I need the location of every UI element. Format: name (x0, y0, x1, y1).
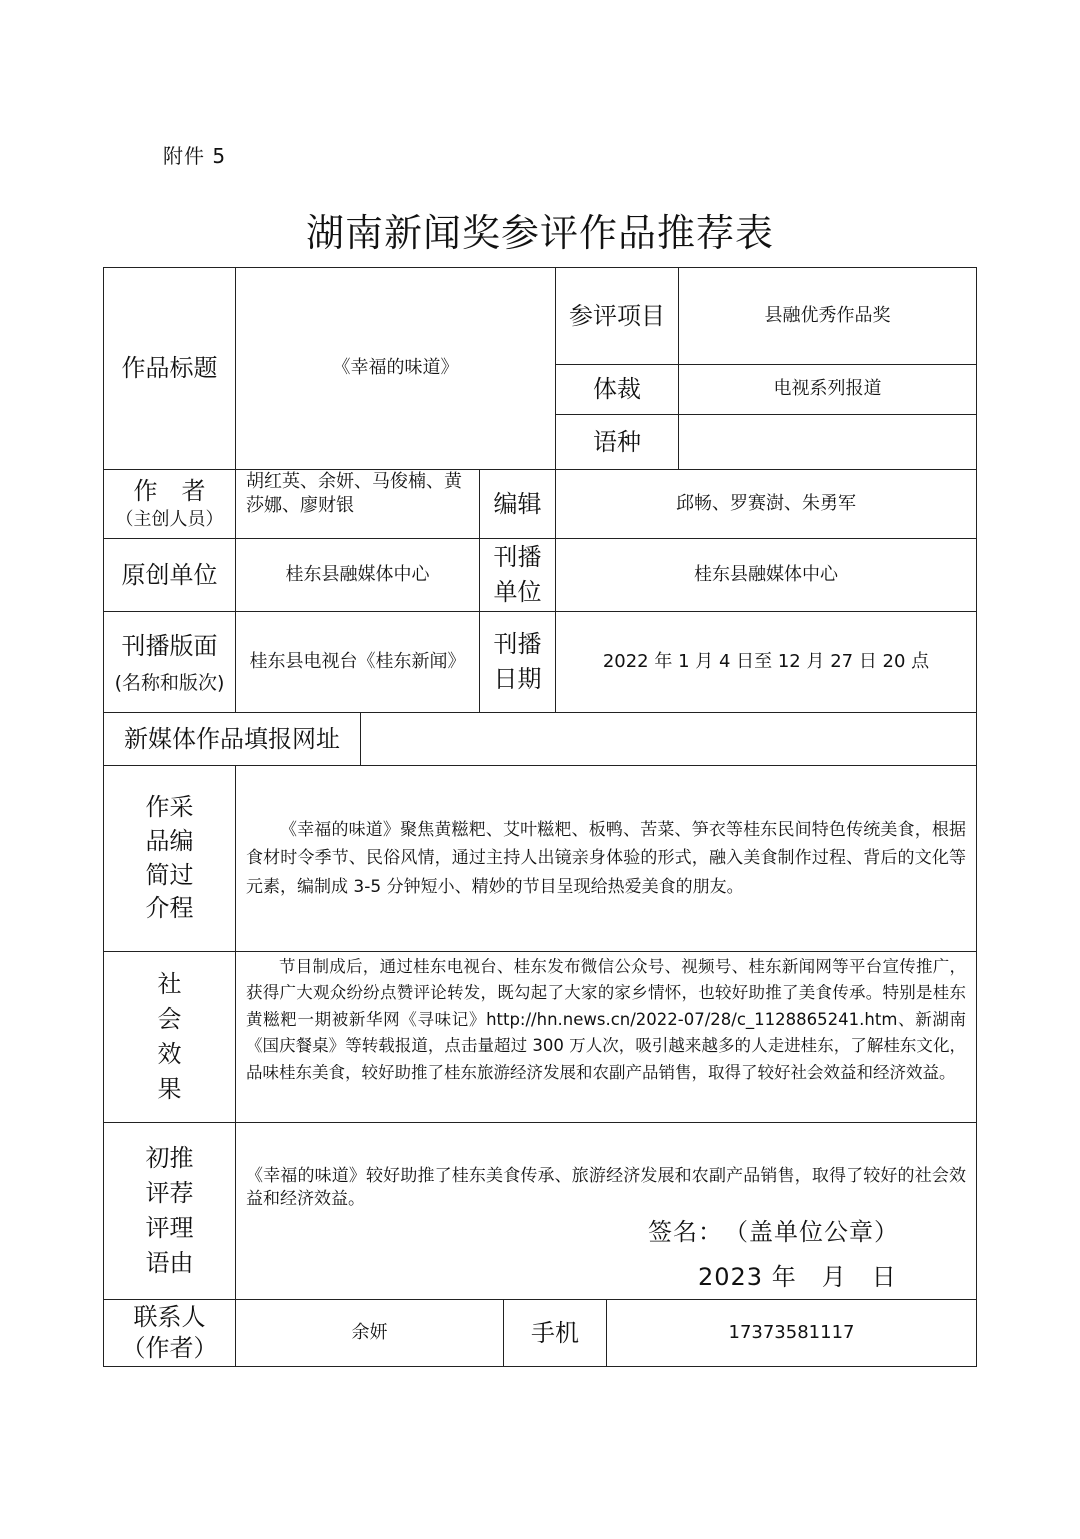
reason-text: 《幸福的味道》较好助推了桂东美食传承、旅游经济发展和农副产品销售，取得了较好的社会效益和经济效益。 (246, 1166, 966, 1209)
layout-value: 桂东县电视台《桂东新闻》 (249, 650, 466, 672)
form-title: 湖南新闻奖参评作品推荐表 (305, 211, 774, 255)
author-line-1: 胡红英、余妍、马俊楠、黄 (246, 471, 462, 492)
language-value-cell[interactable] (678, 414, 977, 470)
date-label-2: 日期 (493, 665, 542, 693)
signature-line: 签名： （盖单位公章） (648, 1218, 899, 1246)
newmedia-label-cell (103, 712, 361, 766)
editor-label: 编辑 (493, 489, 542, 518)
contact-value-cell (235, 1299, 504, 1367)
project-label-cell (555, 267, 679, 365)
date-value: 2022 年 1 月 4 日至 12 月 27 日 20 点 (602, 650, 930, 672)
publish-unit-value-cell (555, 538, 977, 612)
effect-label-line-4: 果 (157, 1074, 182, 1103)
intro-text-cell (235, 765, 977, 952)
genre-value-cell (678, 364, 977, 415)
language-label-cell (555, 414, 679, 470)
publish-unit-label-cell (479, 538, 556, 612)
effect-label-line-1: 社 (157, 970, 182, 999)
newmedia-label: 新媒体作品填报网址 (124, 724, 340, 753)
title-value-cell (235, 267, 556, 470)
contact-label-1: 联系人 (133, 1302, 206, 1331)
reason-text-wrap (236, 1123, 976, 1211)
effect-label-cell (103, 951, 236, 1123)
date-value-cell (555, 611, 977, 713)
publish-unit-label-1: 刊播 (493, 543, 542, 572)
intro-text-wrap (236, 816, 976, 902)
origin-unit-value: 桂东县融媒体中心 (285, 563, 430, 585)
title-label: 作品标题 (121, 354, 218, 383)
sign-date: 2023 年 月 日 (698, 1263, 897, 1291)
phone-value-cell (606, 1299, 977, 1367)
effect-label-line-2: 会 (157, 1005, 182, 1034)
effect-text-cell (235, 951, 977, 1123)
phone-label: 手机 (531, 1318, 579, 1347)
contact-label-cell (103, 1299, 236, 1367)
layout-label: 刊播版面 (121, 632, 218, 661)
intro-label-line-1: 作采 (145, 793, 194, 822)
date-label-cell (479, 611, 556, 713)
title-label-cell (103, 267, 236, 470)
author-sublabel: （主创人员） (115, 509, 224, 531)
layout-value-cell (235, 611, 480, 713)
title-value: 《幸福的味道》 (332, 357, 459, 379)
project-value: 县融优秀作品奖 (764, 304, 891, 326)
contact-value: 余妍 (351, 1321, 388, 1343)
intro-label-line-2: 品编 (145, 826, 194, 855)
reason-label-cell (103, 1122, 236, 1300)
phone-label-cell (503, 1299, 607, 1367)
reason-label-line-4: 语由 (145, 1248, 194, 1277)
project-label: 参评项目 (569, 301, 665, 330)
editor-label-cell (479, 469, 556, 539)
author-label-cell (103, 469, 236, 539)
effect-label-line-3: 效 (157, 1040, 182, 1068)
reason-label-line-2: 评荐 (145, 1179, 194, 1208)
phone-value: 17373581117 (728, 1321, 855, 1343)
layout-label-cell (103, 611, 236, 713)
date-label-1: 刊播 (493, 630, 542, 659)
intro-label-line-3: 简过 (145, 860, 194, 889)
genre-label-cell (555, 364, 679, 415)
genre-label: 体裁 (593, 375, 641, 404)
newmedia-value-cell[interactable] (360, 712, 977, 766)
editor-value: 邱畅、罗赛澍、朱勇军 (676, 492, 856, 514)
author-line-2: 莎娜、廖财银 (246, 495, 354, 517)
intro-text: 《幸福的味道》聚焦黄糍粑、艾叶糍粑、板鸭、苦菜、笋衣等桂东民间特色传统美食，根据食材时令季节、民俗风情，通过主持人出镜亲身体验的形式，融入美食制作过程、背后的文化等元素，编制成 3-5 分钟短小、精妙的节目呈现给热爱美食的朋友。 (246, 819, 966, 897)
intro-label-line-4: 介程 (145, 894, 194, 923)
reason-label-line-3: 评理 (145, 1214, 194, 1242)
genre-value: 电视系列报道 (773, 378, 882, 400)
project-value-cell (678, 267, 977, 365)
intro-label-cell (103, 765, 236, 952)
editor-value-cell (555, 469, 977, 539)
publish-unit-label-2: 单位 (493, 578, 542, 606)
author-label: 作 者 (133, 476, 206, 505)
language-label: 语种 (593, 427, 641, 456)
effect-text: 节目制成后，通过桂东电视台、桂东发布微信公众号、视频号、桂东新闻网等平台宣传推广，获得广大观众纷纷点赞评论转发，既勾起了大家的家乡情怀，也较好助推了美食传承。特别是桂东黄糍粑一期被新华网《寻味记》http://hn.news.cn/2022-07/28/c_1128865241.htm、新湖南《国庆餐桌》等转载报道，点击量超过 300 万人次，吸引越来越多的人走进桂东，了解桂东文化，品味桂东美食，较好助推了桂东旅游经济发展和农副产品销售，取得了较好社会效益和经济效益。 (246, 957, 966, 1082)
origin-unit-value-cell (235, 538, 480, 612)
reason-label-line-1: 初推 (145, 1144, 194, 1173)
origin-unit-label-cell (103, 538, 236, 612)
publish-unit-value: 桂东县融媒体中心 (694, 563, 838, 585)
contact-label-2: （作者） (121, 1334, 218, 1362)
origin-unit-label: 原创单位 (121, 560, 218, 589)
effect-text-wrap (236, 952, 976, 1086)
layout-sublabel: (名称和版次) (114, 671, 225, 694)
author-value-cell (235, 469, 480, 539)
annex-number: 附件 5 (163, 144, 227, 168)
